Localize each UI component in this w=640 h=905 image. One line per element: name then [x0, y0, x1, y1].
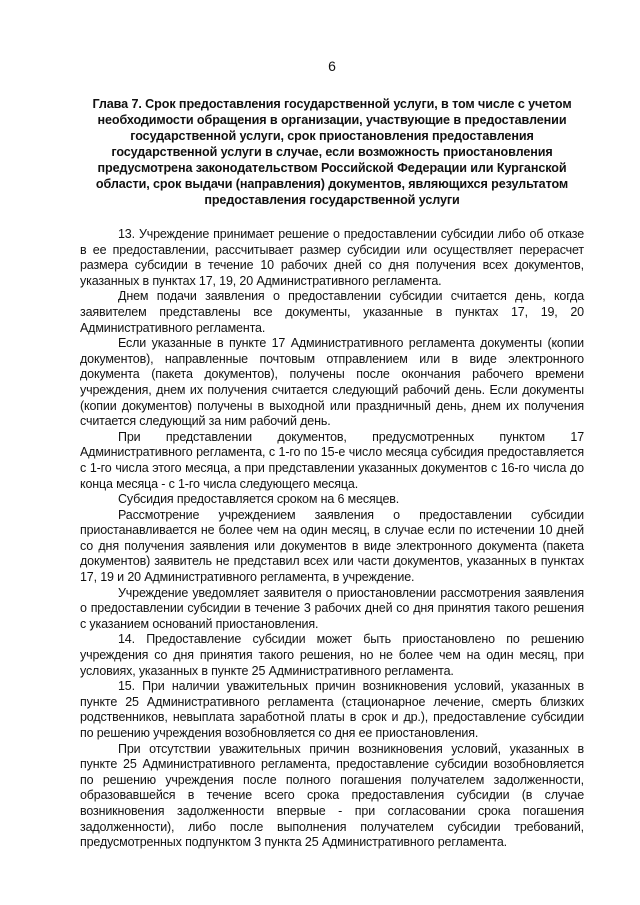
paragraph: Учреждение уведомляет заявителя о приостановлении рассмотрения заявления о предоставлении субсидии в течение 3 рабочих дней со дня принятия такого решения с указанием оснований приостановления.: [80, 585, 584, 631]
page-number: 6: [328, 58, 336, 74]
paragraph: 13. Учреждение принимает решение о предоставлении субсидии либо об отказе в ее предоставлении, рассчитывает размер субсидии или осуществляет перерасчет размера субсидии в течение 10 рабочих дней со дня получения всех документов, указанных в пунктах 17, 19, 20 Административного регламента.: [80, 227, 584, 288]
paragraph: Если указанные в пункте 17 Административного регламента документы (копии документов), направленные почтовым отправлением или в виде электронного документа (пакета документов), получены после окончания рабочего времени учреждения, днем их получения считается следующий рабочий день. Если документы (копии документов) получены в выходной или праздничный день, днем их получения считается следующий за ним рабочий день.: [80, 336, 584, 429]
paragraph: 14. Предоставление субсидии может быть приостановлено по решению учреждения со дня принятия такого решения, но не более чем на один месяц, при условиях, указанных в пункте 25 Административного регламента.: [80, 632, 584, 678]
paragraph: Субсидия предоставляется сроком на 6 месяцев.: [118, 492, 400, 507]
paragraph: Рассмотрение учреждением заявления о предоставлении субсидии приостанавливается не более чем на один месяц, в случае если по истечении 10 дней со дня получения заявления или документов в виде электронного документа (пакета документов) заявитель не представил всех или части документов, указанных в пунктах 17, 19 и 20 Административного регламента, в учреждение.: [80, 507, 584, 585]
paragraph: При представлении документов, предусмотренных пунктом 17 Административного регламента, с 1-го по 15-е число месяца субсидия предоставляется с 1-го числа этого месяца, а при представлении указанных документов с 16-го числа до конца месяца - с 1-го числа следующего месяца.: [80, 429, 584, 491]
chapter-title: Глава 7. Срок предоставления государственной услуги, в том числе с учетом необходимости обращения в организации, участвующие в предоставлении государственной услуги, срок приостановления предоставления государственной услуги в случае, если возможность приостановления предусмотрена законодательством Российской Федерации или Курганской области, срок выдачи (направления) документов, являющихся результатом предоставления государственной услуги: [92, 97, 572, 207]
body-text: [80, 227, 584, 851]
paragraph: При отсутствии уважительных причин возникновения условий, указанных в пункте 25 Административного регламента, предоставление субсидии возобновляется по решению учреждения после полного погашения получателем задолженности, образовавшейся в течение всего срока предоставления субсидии (в случае возникновения задолженности впервые - при согласовании срока погашения задолженности), либо после выполнения получателем субсидии требований, предусмотренных подпунктом 3 пункта 25 Административного регламента.: [80, 741, 584, 850]
paragraph: 15. При наличии уважительных причин возникновения условий, указанных в пункте 25 Административного регламента (стационарное лечение, смерть близких родственников, невыплата заработной платы в срок и др.), предоставление субсидии по решению учреждения возобновляется со дня ее приостановления.: [80, 679, 584, 740]
paragraph: Днем подачи заявления о предоставлении субсидии считается день, когда заявителем представлены все документы, указанные в пунктах 17, 19, 20 Административного регламента.: [80, 289, 584, 335]
